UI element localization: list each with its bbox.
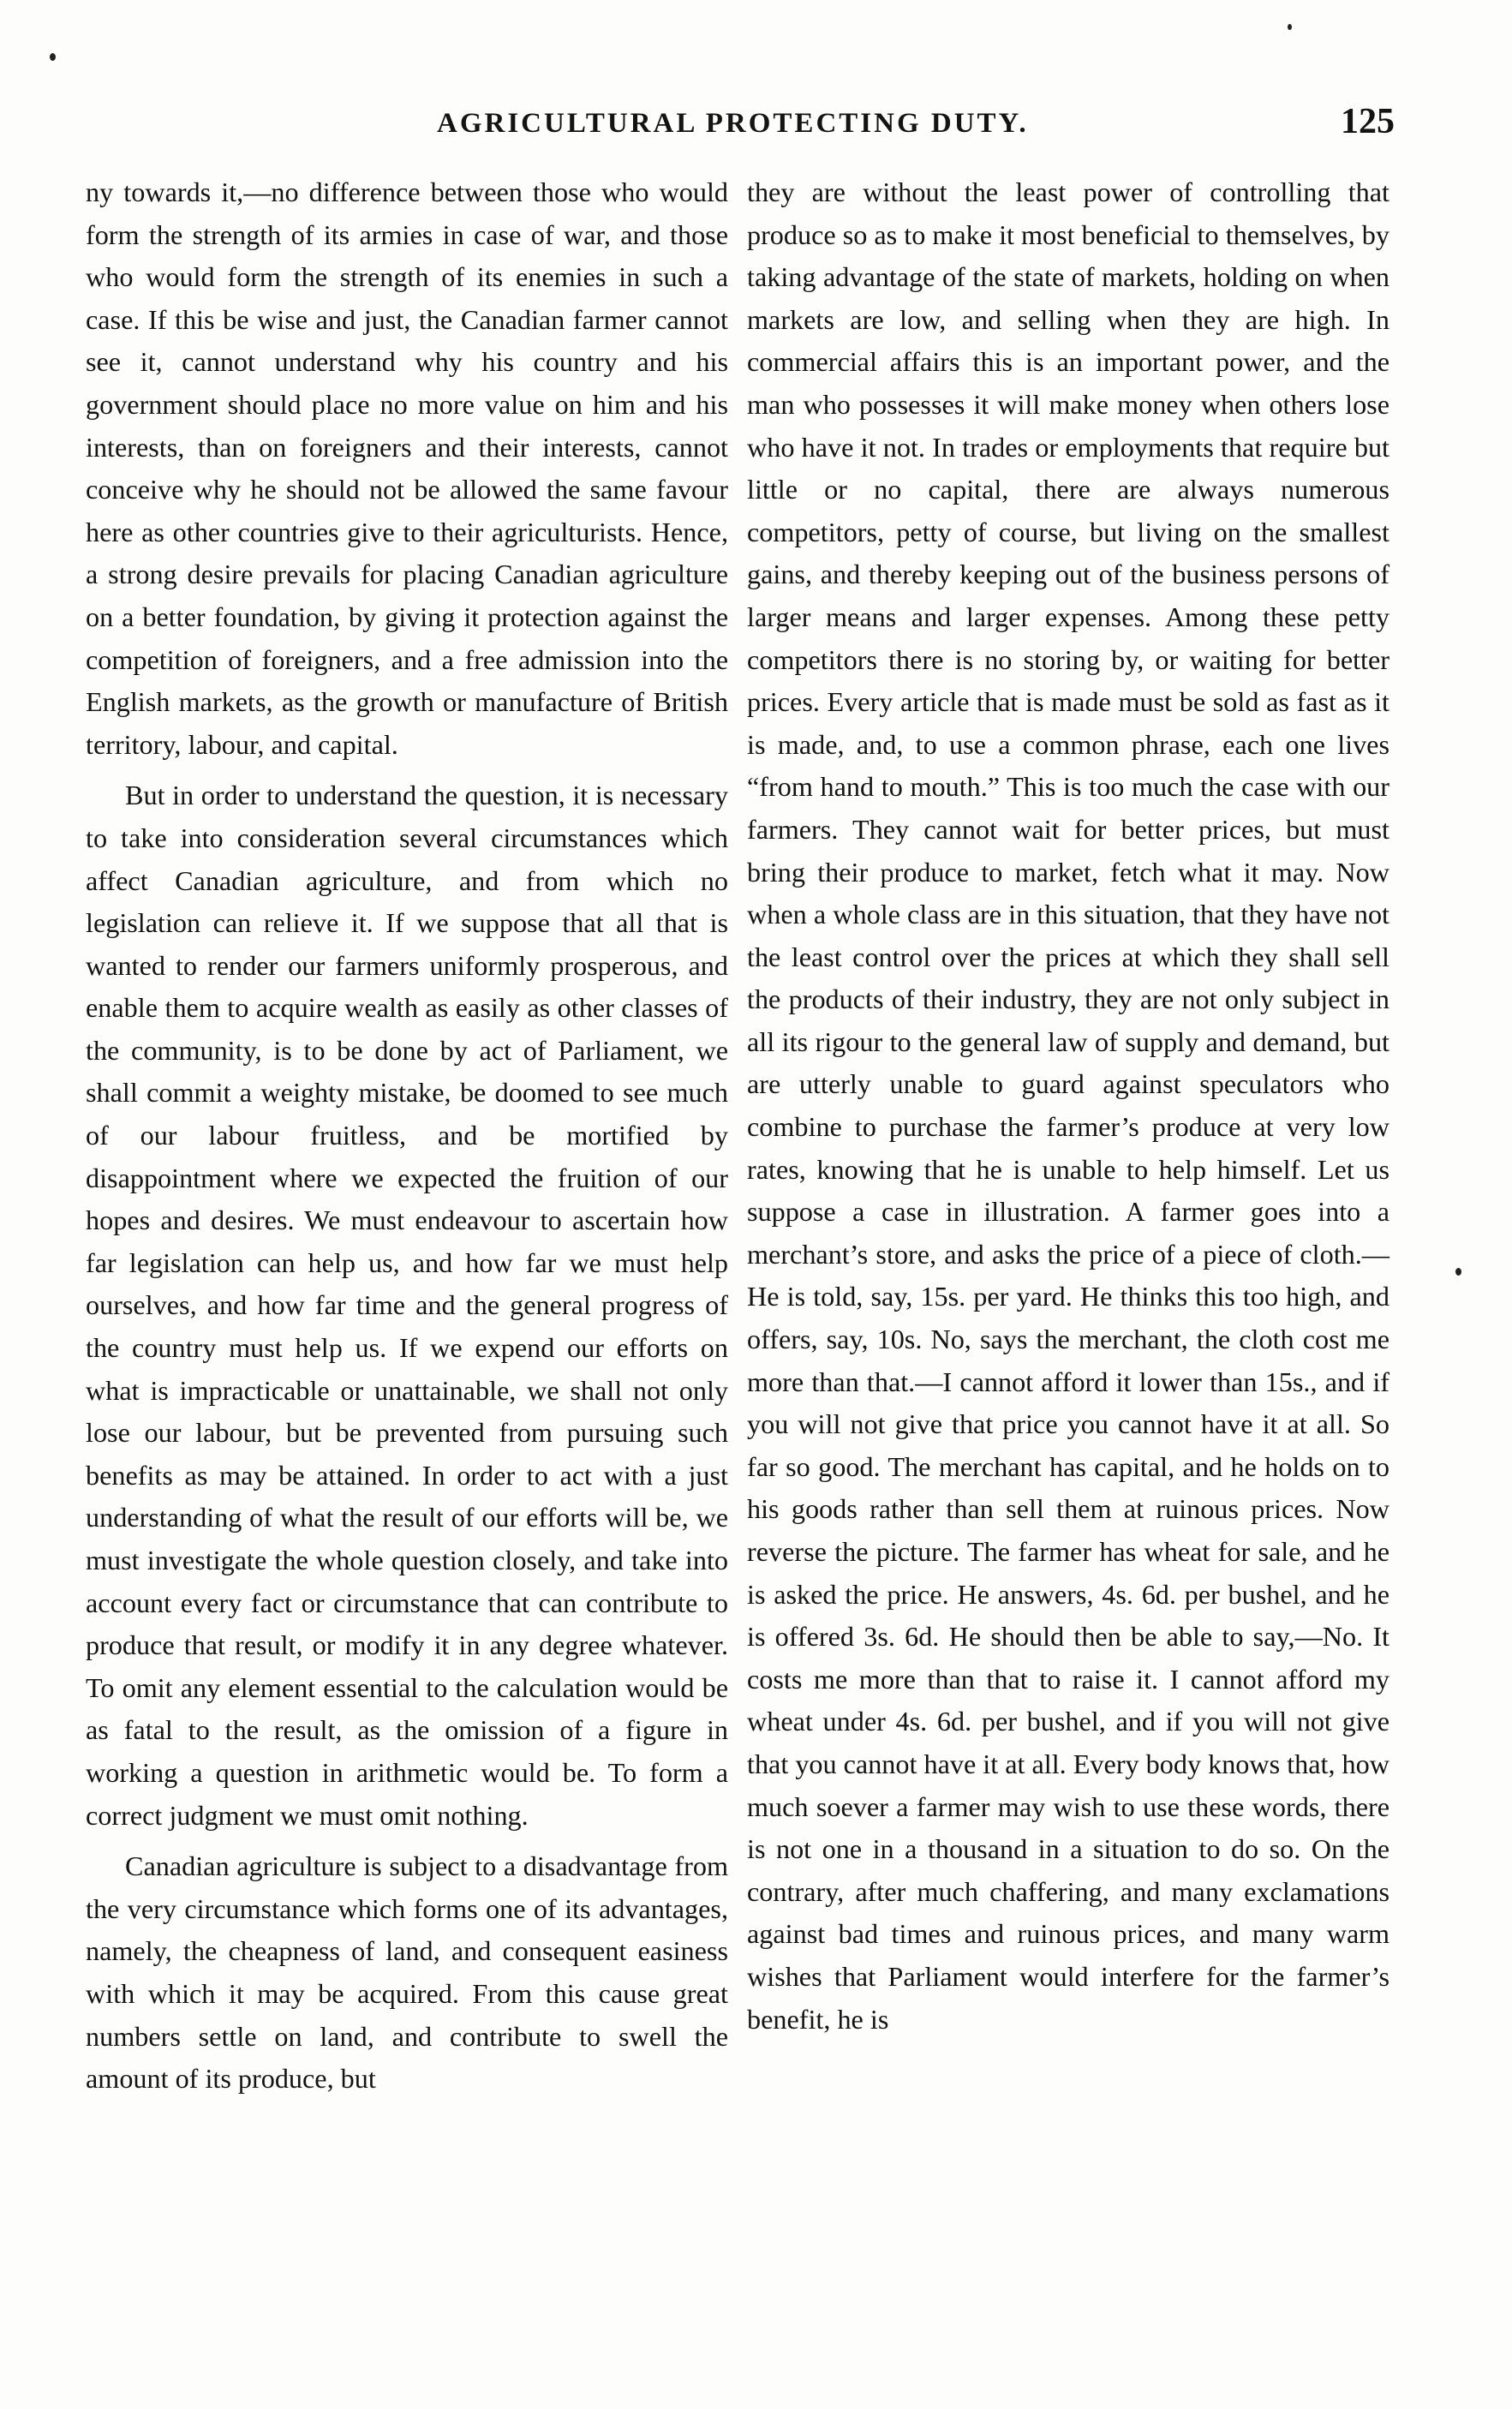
paragraph-continued: they are without the least power of controlling that produce so as to make it most beneficial to themselves, by taking advantage of the state of markets, holding on when markets are low, and selling when they are high. In commercial affairs this is an important power, and the man who possesses it will make money when others lose who have it not. In trades or employments that require but little or no capital, there are always numerous competitors, petty of course, but living on the smallest gains, and thereby keeping out of the business persons of larger means and larger expenses. Among these petty competitors there is no storing by, or waiting for better prices. Every article that is made must be sold as fast as it is made, and, to use a common phrase, each one lives “from hand to mouth.” This is too much the case with our farmers. They cannot wait for better prices, but must bring their produce to market, fetch what it may. Now when a whole class are in this situation, that they have not the least control over the prices at which they shall sell the products of their industry, they are not only subject in all its rigour to the general law of supply and demand, but are utterly unable to guard against speculators who combine to purchase the farmer’s produce at very low rates, knowing that he is unable to help himself. Let us suppose a case in illustration. A farmer goes into a merchant’s store, and asks the price of a piece of cloth.—He is told, say, 15s. per yard. He thinks this too high, and offers, say, 10s. No, says the merchant, the cloth cost me more than that.—I cannot afford it lower than 15s., and if you will not give that price you cannot have it at all. So far so good. The merchant has capital, and he holds on to his goods rather than sell them at ruinous prices. Now reverse the picture. The farmer has wheat for sale, and he is asked the price. He answers, 4s. 6d. per bushel, and he is offered 3s. 6d. He should then be able to say,—No. It costs me more than that to raise it. I cannot afford my wheat under 4s. 6d. per bushel, and if you will not give that you cannot have it at all. Every body knows that, how much soever a farmer may wish to use these words, there is not one in a thousand in a situation to do so. On the contrary, after much chaffering, and many exclamations against bad times and ruinous prices, and many warm wishes that Parliament would interfere for the farmer’s benefit, he is (747, 176, 1389, 2035)
ink-speck (1455, 1268, 1461, 1276)
paragraph: But in order to understand the question, it is necessary to take into consideration several circumstances which affect Canadian agriculture, and from which no legislation can relieve it. If we suppose that all that is wanted to render our farmers uniformly prosperous, and enable them to acquire wealth as easily as other classes of the community, is to be done by act of Parliament, we shall commit a weighty mistake, be doomed to see much of our labour fruitless, and be mortified by disappointment where we expected the fruition of our hopes and desires. We must endeavour to ascertain how far legislation can help us, and how far we must help ourselves, and how far time and the general progress of the country must help us. If we expend our efforts on what is impracticable or unattainable, we shall not only lose our labour, but be prevented from pursuing such benefits as may be attained. In order to act with a just understanding of what the result of our efforts will be, we must investigate the whole question closely, and take into account every fact or circumstance that can contribute to produce that result, or modify it in any degree whatever. To omit any element essential to the calculation would be as fatal to the result, as the omission of a figure in working a question in arithmetic would be. To form a correct judgment we must omit nothing. (86, 780, 728, 1831)
paragraph-continued: ny towards it,—no difference between those who would form the strength of its armies in case of war, and those who would form the strength of its enemies in such a case. If this be wise and just, the Canadian farmer cannot see it, cannot understand why his country and his government should place no more value on him and his interests, than on foreigners and their interests, cannot conceive why he should not be allowed the same favour here as other countries give to their agriculturists. Hence, a strong desire prevails for placing Canadian agriculture on a better foundation, by giving it protection against the competition of foreigners, and a free admission into the English markets, as the growth or manufacture of British territory, labour, and capital. (86, 176, 728, 760)
paragraph: Canadian agriculture is subject to a disadvantage from the very circumstance which forms one of its advantages, namely, the cheapness of land, and consequent easiness with which it may be acquired. From this cause great numbers settle on land, and contribute to swell the amount of its produce, but (86, 1850, 728, 2095)
right-column (747, 171, 1389, 2049)
ink-speck (50, 53, 56, 61)
page-header (86, 101, 1405, 152)
page-number: 125 (1341, 102, 1395, 141)
running-title: AGRICULTURAL PROTECTING DUTY. (437, 108, 1029, 139)
ink-speck (1288, 24, 1292, 30)
left-column (86, 171, 728, 2109)
